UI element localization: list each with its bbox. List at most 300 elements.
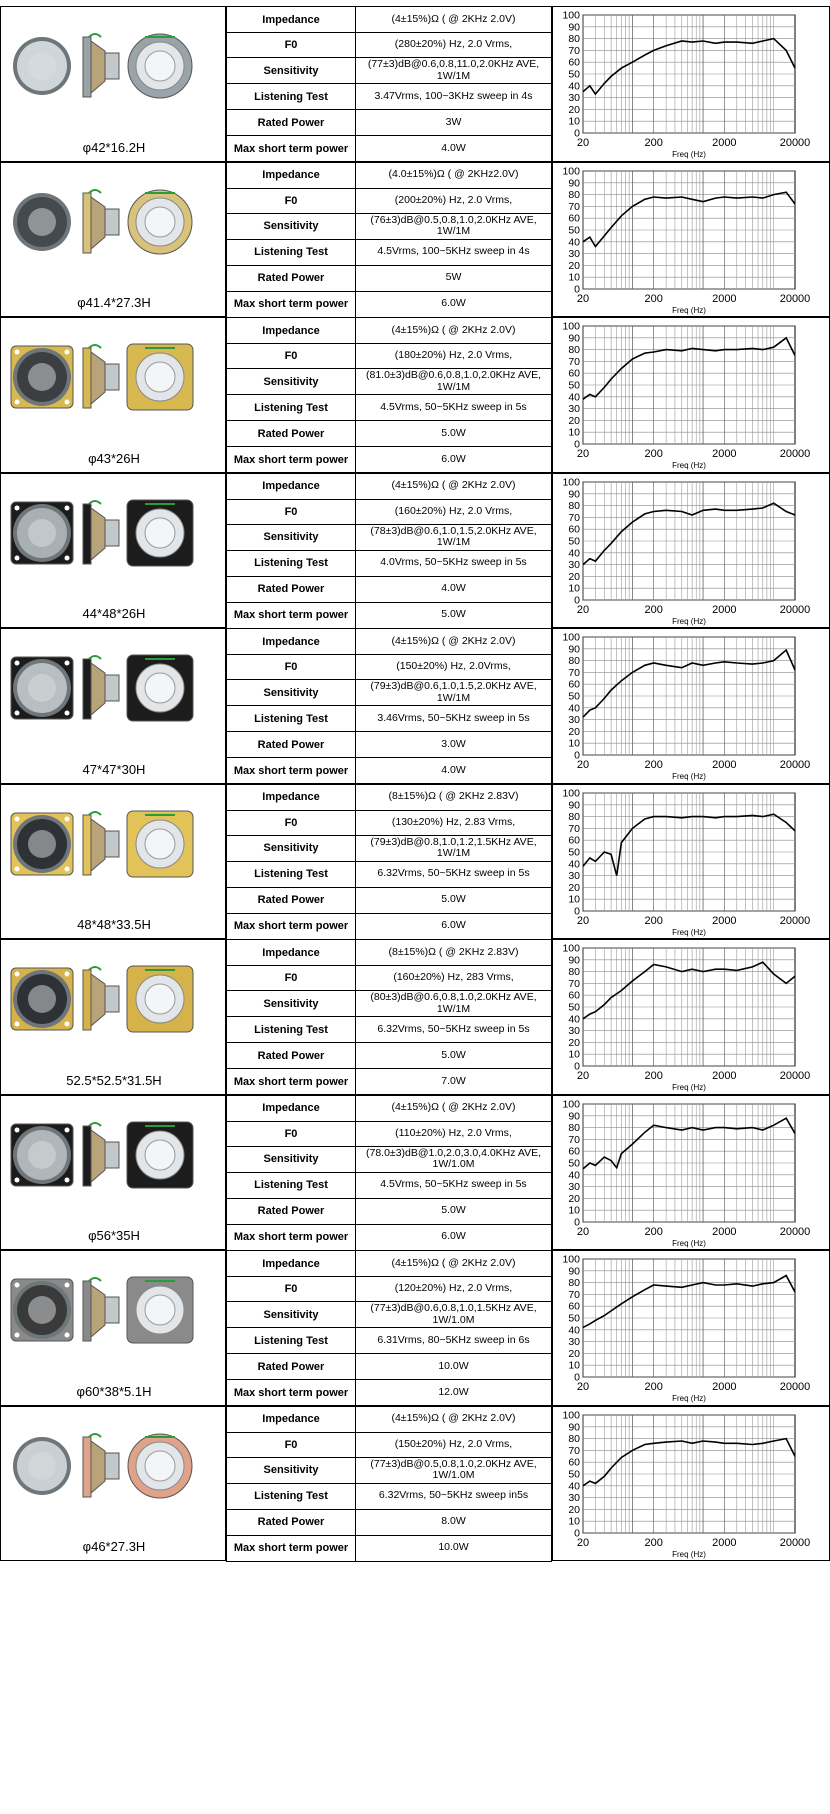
y-tick-label: 0 [574, 438, 580, 451]
x-tick-label: 20000 [779, 914, 811, 927]
x-tick-label: 200 [644, 448, 663, 460]
speaker-illustration [5, 1102, 221, 1222]
y-tick-label: 60 [568, 523, 580, 536]
spec-row [226, 1251, 552, 1277]
y-tick-label: 100 [562, 942, 580, 955]
spec-value: 6.0W [356, 1225, 552, 1250]
frequency-response-chart [552, 473, 830, 629]
spec-row [226, 966, 552, 991]
spec-label: Sensitivity [226, 1147, 356, 1172]
x-tick-label: 200 [644, 1536, 663, 1549]
spec-label: F0 [226, 33, 356, 57]
product-photo-cell [0, 784, 226, 940]
frequency-response-chart [552, 317, 830, 473]
y-tick-label: 70 [568, 44, 580, 57]
spec-label: Sensitivity [226, 525, 356, 550]
product-row [0, 6, 830, 162]
spec-value: 3.47Vrms, 100~3KHz sweep in 4s [356, 84, 552, 109]
x-tick-label: 20000 [779, 292, 811, 305]
y-tick-label: 70 [568, 1133, 580, 1146]
y-tick-label: 20 [568, 1503, 580, 1516]
frequency-response-svg [553, 785, 830, 941]
speaker-illustration [5, 169, 221, 289]
frequency-response-chart [552, 162, 830, 318]
spec-label: Listening Test [226, 84, 356, 109]
model-size-label: φ56*35H [88, 1228, 140, 1243]
x-axis-label: Freq (Hz) [672, 150, 706, 159]
spec-label: Sensitivity [226, 58, 356, 83]
spec-value: (150±20%) Hz, 2.0Vrms, [356, 655, 552, 679]
spec-label: Impedance [226, 940, 356, 965]
spec-value: 6.0W [356, 914, 552, 939]
product-row [0, 162, 830, 318]
y-tick-label: 90 [568, 487, 580, 500]
spec-row [226, 1380, 552, 1406]
product-row [0, 317, 830, 473]
spec-value: (81.0±3)dB@0.6,0.8,1.0,2.0KHz AVE, 1W/1M [356, 369, 552, 394]
spec-value: 5.0W [356, 603, 552, 628]
spec-value: 3.0W [356, 732, 552, 757]
spec-value: (4±15%)Ω ( @ 2KHz 2.0V) [356, 629, 552, 654]
spec-row [226, 836, 552, 862]
model-size-label: 52.5*52.5*31.5H [66, 1072, 162, 1088]
spec-row [226, 1328, 552, 1354]
x-tick-label: 200 [644, 603, 663, 616]
spec-value: (8±15%)Ω ( @ 2KHz 2.83V) [356, 940, 552, 965]
spec-label: Max short term power [226, 914, 356, 939]
spec-label: Impedance [226, 318, 356, 343]
y-tick-label: 10 [568, 893, 580, 906]
frequency-response-chart [552, 1250, 830, 1406]
spec-label: Impedance [226, 1251, 356, 1276]
model-size-label: 47*47*30H [82, 761, 146, 777]
y-tick-label: 20 [568, 103, 580, 116]
spec-value: 4.0W [356, 577, 552, 602]
spec-row [226, 785, 552, 811]
y-tick-label: 50 [568, 224, 580, 236]
y-tick-label: 10 [568, 1048, 580, 1061]
model-size-label: 48*48*33.5H [77, 917, 151, 932]
spec-value: 10.0W [356, 1354, 552, 1379]
spec-label: Rated Power [226, 732, 356, 757]
y-tick-label: 50 [568, 690, 580, 703]
y-tick-label: 80 [568, 499, 580, 512]
y-tick-label: 60 [568, 56, 580, 69]
x-tick-label: 2000 [712, 448, 737, 460]
spec-row [226, 1277, 552, 1302]
x-axis-label: Freq (Hz) [672, 927, 706, 937]
x-tick-label: 2000 [712, 1070, 737, 1082]
y-tick-label: 20 [568, 1036, 580, 1049]
spec-label: Listening Test [226, 862, 356, 887]
spec-label: Rated Power [226, 421, 356, 446]
spec-table [226, 317, 552, 473]
spec-table [226, 1406, 552, 1562]
x-tick-label: 200 [644, 759, 663, 771]
y-tick-label: 50 [568, 1001, 580, 1014]
y-tick-label: 0 [574, 905, 580, 917]
x-axis-label: Freq (Hz) [672, 305, 706, 315]
frequency-response-svg [553, 163, 830, 319]
product-photo-cell [0, 162, 226, 318]
spec-label: Listening Test [226, 1017, 356, 1042]
y-tick-label: 30 [568, 1336, 580, 1349]
x-tick-label: 20000 [779, 759, 811, 771]
spec-row [226, 1147, 552, 1173]
spec-label: Listening Test [226, 1484, 356, 1509]
spec-row [226, 655, 552, 680]
spec-table [226, 6, 552, 162]
x-tick-label: 200 [644, 292, 663, 305]
y-tick-label: 40 [568, 546, 580, 559]
spec-row [226, 991, 552, 1017]
spec-value: 3.46Vrms, 50~5KHz sweep in 5s [356, 706, 552, 731]
spec-value: (160±20%) Hz, 283 Vrms, [356, 966, 552, 990]
y-tick-label: 90 [568, 21, 580, 34]
spec-row [226, 1122, 552, 1147]
spec-value: 6.32Vrms, 50~5KHz sweep in 5s [356, 1017, 552, 1042]
x-tick-label: 200 [644, 137, 663, 149]
spec-value: 12.0W [356, 1380, 552, 1405]
spec-label: Impedance [226, 7, 356, 32]
spec-value: (4±15%)Ω ( @ 2KHz 2.0V) [356, 1407, 552, 1432]
product-photo-cell [0, 317, 226, 473]
spec-row [226, 292, 552, 318]
spec-label: Listening Test [226, 551, 356, 576]
y-tick-label: 70 [568, 355, 580, 368]
model-size-label: φ46*27.3H [82, 1539, 146, 1554]
speaker-illustration [5, 480, 221, 600]
spec-row [226, 732, 552, 758]
spec-value: 7.0W [356, 1069, 552, 1094]
frequency-response-svg [553, 1251, 830, 1407]
y-tick-label: 50 [568, 379, 580, 392]
y-tick-label: 10 [568, 1204, 580, 1217]
spec-row [226, 1017, 552, 1043]
spec-row [226, 447, 552, 473]
y-tick-label: 40 [568, 1324, 580, 1337]
spec-row [226, 914, 552, 940]
y-tick-label: 90 [568, 332, 580, 345]
x-axis-label: Freq (Hz) [672, 461, 706, 470]
y-tick-label: 90 [568, 176, 580, 189]
y-tick-label: 10 [568, 1515, 580, 1528]
y-tick-label: 0 [574, 594, 580, 606]
spec-value: 6.0W [356, 292, 552, 317]
spec-label: Rated Power [226, 1043, 356, 1068]
frequency-response-chart [552, 6, 830, 162]
x-tick-label: 20 [576, 1381, 590, 1393]
spec-value: 6.31Vrms, 80~5KHz sweep in 6s [356, 1328, 552, 1353]
spec-value: (150±20%) Hz, 2.0 Vrms, [356, 1433, 552, 1457]
y-tick-label: 20 [568, 570, 580, 583]
spec-row [226, 1433, 552, 1458]
y-tick-label: 60 [568, 212, 580, 225]
spec-label: Rated Power [226, 1510, 356, 1535]
spec-label: Rated Power [226, 266, 356, 291]
spec-value: 5.0W [356, 888, 552, 913]
x-tick-label: 2000 [712, 603, 737, 616]
x-tick-label: 20 [576, 137, 590, 149]
x-tick-label: 20 [576, 448, 590, 460]
spec-label: Max short term power [226, 292, 356, 317]
frequency-response-svg [553, 1407, 830, 1563]
spec-row [226, 214, 552, 240]
x-axis-label: Freq (Hz) [672, 1394, 706, 1403]
y-tick-label: 70 [568, 666, 580, 679]
spec-row [226, 33, 552, 58]
spec-row [226, 1199, 552, 1225]
spec-label: F0 [226, 500, 356, 524]
spec-label: Sensitivity [226, 836, 356, 861]
y-tick-label: 80 [568, 1277, 580, 1290]
spec-row [226, 318, 552, 344]
product-photo-cell [0, 6, 226, 162]
spec-row [226, 474, 552, 500]
speaker-illustration [5, 13, 221, 133]
spec-value: 5W [356, 266, 552, 291]
frequency-response-svg [553, 474, 830, 630]
spec-row [226, 603, 552, 629]
spec-table [226, 939, 552, 1095]
spec-label: Max short term power [226, 1536, 356, 1561]
spec-value: (160±20%) Hz, 2.0 Vrms, [356, 500, 552, 524]
y-tick-label: 20 [568, 881, 580, 894]
y-tick-label: 70 [568, 977, 580, 990]
y-tick-label: 70 [568, 200, 580, 213]
y-tick-label: 40 [568, 1168, 580, 1181]
frequency-response-svg [553, 629, 830, 785]
y-tick-label: 60 [568, 367, 580, 380]
y-tick-label: 20 [568, 1347, 580, 1360]
spec-value: 10.0W [356, 1536, 552, 1561]
spec-row [226, 1043, 552, 1069]
y-tick-label: 40 [568, 1013, 580, 1026]
spec-value: (79±3)dB@0.8,1.0,1.2,1.5KHz AVE, 1W/1M [356, 836, 552, 861]
spec-row [226, 369, 552, 395]
spec-row [226, 551, 552, 577]
spec-label: Listening Test [226, 1173, 356, 1198]
spec-row [226, 811, 552, 836]
spec-row [226, 1096, 552, 1122]
y-tick-label: 0 [574, 1060, 580, 1073]
y-tick-label: 40 [568, 391, 580, 404]
y-tick-label: 40 [568, 857, 580, 870]
spec-row [226, 888, 552, 914]
speaker-illustration [5, 324, 221, 444]
spec-row [226, 1354, 552, 1380]
spec-label: F0 [226, 189, 356, 213]
spec-value: (77±3)dB@0.6,0.8,11.0,2.0KHz AVE, 1W/1M [356, 58, 552, 83]
spec-label: Sensitivity [226, 991, 356, 1016]
y-tick-label: 100 [562, 320, 580, 333]
y-tick-label: 30 [568, 869, 580, 882]
x-tick-label: 20000 [779, 1225, 811, 1238]
speaker-illustration [5, 791, 221, 911]
y-tick-label: 30 [568, 247, 580, 260]
x-tick-label: 2000 [712, 914, 737, 927]
y-tick-label: 90 [568, 798, 580, 811]
spec-label: Listening Test [226, 1328, 356, 1353]
y-tick-label: 30 [568, 403, 580, 416]
spec-value: (280±20%) Hz, 2.0 Vrms, [356, 33, 552, 57]
spec-label: Rated Power [226, 1354, 356, 1379]
spec-value: 4.5Vrms, 50~5KHz sweep in 5s [356, 395, 552, 420]
spec-row [226, 421, 552, 447]
spec-row [226, 1302, 552, 1328]
spec-label: Impedance [226, 1407, 356, 1432]
y-tick-label: 80 [568, 1121, 580, 1134]
frequency-response-chart [552, 939, 830, 1095]
y-tick-label: 0 [574, 1527, 580, 1539]
x-tick-label: 20 [576, 603, 590, 616]
y-tick-label: 100 [562, 1409, 580, 1421]
spec-label: F0 [226, 1122, 356, 1146]
spec-row [226, 136, 552, 162]
y-tick-label: 0 [574, 127, 580, 140]
product-row [0, 1095, 830, 1251]
spec-value: (79±3)dB@0.6,1.0,1.5,2.0KHz AVE, 1W/1M [356, 680, 552, 705]
product-photo-cell [0, 1406, 226, 1562]
y-tick-label: 80 [568, 1432, 580, 1445]
spec-value: (4±15%)Ω ( @ 2KHz 2.0V) [356, 1251, 552, 1276]
spec-label: F0 [226, 344, 356, 368]
spec-table [226, 1095, 552, 1251]
spec-label: Impedance [226, 629, 356, 654]
y-tick-label: 60 [568, 1145, 580, 1158]
x-tick-label: 2000 [712, 292, 737, 305]
y-tick-label: 10 [568, 582, 580, 595]
y-tick-label: 90 [568, 1420, 580, 1433]
x-tick-label: 20 [576, 1536, 590, 1549]
y-tick-label: 90 [568, 1109, 580, 1122]
spec-label: F0 [226, 1277, 356, 1301]
spec-row [226, 240, 552, 266]
y-tick-label: 100 [562, 1253, 580, 1266]
y-tick-label: 60 [568, 834, 580, 847]
x-tick-label: 20 [576, 759, 590, 771]
spec-row [226, 706, 552, 732]
x-tick-label: 20000 [779, 137, 811, 149]
product-photo-cell [0, 939, 226, 1095]
spec-row [226, 1173, 552, 1199]
spec-value: 4.0W [356, 758, 552, 783]
x-tick-label: 20 [576, 1070, 590, 1082]
x-tick-label: 20000 [779, 1381, 811, 1393]
product-row [0, 473, 830, 629]
y-tick-label: 70 [568, 822, 580, 835]
spec-value: (77±3)dB@0.5,0.8,1.0,2.0KHz AVE, 1W/1.0M [356, 1458, 552, 1483]
spec-label: Impedance [226, 163, 356, 188]
model-size-label: φ41.4*27.3H [77, 295, 151, 310]
spec-row [226, 525, 552, 551]
x-axis-label: Freq (Hz) [672, 1549, 706, 1559]
frequency-response-chart [552, 628, 830, 784]
spec-row [226, 1225, 552, 1251]
spec-label: Max short term power [226, 603, 356, 628]
x-tick-label: 200 [644, 1381, 663, 1393]
y-tick-label: 80 [568, 188, 580, 201]
y-tick-label: 100 [562, 9, 580, 22]
spec-label: F0 [226, 811, 356, 835]
spec-label: F0 [226, 966, 356, 990]
y-tick-label: 100 [562, 476, 580, 488]
y-tick-label: 30 [568, 92, 580, 105]
product-photo-cell [0, 628, 226, 784]
product-photo-cell [0, 1250, 226, 1406]
spec-row [226, 84, 552, 110]
spec-row [226, 680, 552, 706]
spec-row [226, 758, 552, 784]
x-tick-label: 2000 [712, 1536, 737, 1549]
y-tick-label: 90 [568, 1265, 580, 1278]
spec-value: 5.0W [356, 421, 552, 446]
spec-value: (76±3)dB@0.5,0.8,1.0,2.0KHz AVE, 1W/1M [356, 214, 552, 239]
x-tick-label: 20 [576, 914, 590, 927]
spec-value: (110±20%) Hz, 2.0 Vrms, [356, 1122, 552, 1146]
spec-value: 4.5Vrms, 50~5KHz sweep in 5s [356, 1173, 552, 1198]
spec-value: 6.32Vrms, 50~5KHz sweep in 5s [356, 862, 552, 887]
y-tick-label: 60 [568, 678, 580, 691]
spec-label: Rated Power [226, 577, 356, 602]
spec-label: Max short term power [226, 1225, 356, 1250]
y-tick-label: 0 [574, 749, 580, 762]
y-tick-label: 50 [568, 1157, 580, 1169]
spec-value: (180±20%) Hz, 2.0 Vrms, [356, 344, 552, 368]
product-row [0, 784, 830, 940]
x-tick-label: 20000 [779, 448, 811, 460]
spec-label: Impedance [226, 785, 356, 810]
y-tick-label: 70 [568, 511, 580, 524]
spec-row [226, 1536, 552, 1562]
y-tick-label: 10 [568, 271, 580, 284]
spec-label: Max short term power [226, 447, 356, 472]
spec-row [226, 940, 552, 966]
spec-value: 3W [356, 110, 552, 135]
product-photo-cell [0, 1095, 226, 1251]
spec-value: 6.32Vrms, 50~5KHz sweep in5s [356, 1484, 552, 1509]
spec-value: (78±3)dB@0.6,1.0,1.5,2.0KHz AVE, 1W/1M [356, 525, 552, 550]
y-tick-label: 40 [568, 1479, 580, 1492]
product-row [0, 939, 830, 1095]
y-tick-label: 50 [568, 1312, 580, 1325]
spec-row [226, 1407, 552, 1433]
y-tick-label: 70 [568, 1288, 580, 1301]
spec-row [226, 266, 552, 292]
spec-label: Listening Test [226, 395, 356, 420]
x-axis-label: Freq (Hz) [672, 616, 706, 626]
spec-label: Rated Power [226, 110, 356, 135]
spec-row [226, 500, 552, 525]
y-tick-label: 50 [568, 1468, 580, 1480]
model-size-label: φ43*26H [88, 450, 140, 466]
y-tick-label: 90 [568, 954, 580, 967]
spec-table [226, 1250, 552, 1406]
x-axis-label: Freq (Hz) [672, 772, 706, 781]
y-tick-label: 20 [568, 414, 580, 427]
spec-row [226, 344, 552, 369]
spec-row [226, 189, 552, 214]
y-tick-label: 20 [568, 259, 580, 272]
x-tick-label: 2000 [712, 1381, 737, 1393]
spec-label: Max short term power [226, 136, 356, 161]
y-tick-label: 10 [568, 426, 580, 439]
product-photo-cell [0, 473, 226, 629]
y-tick-label: 10 [568, 1359, 580, 1372]
speaker-illustration [5, 1257, 221, 1377]
y-tick-label: 100 [562, 1098, 580, 1110]
spec-label: Sensitivity [226, 214, 356, 239]
